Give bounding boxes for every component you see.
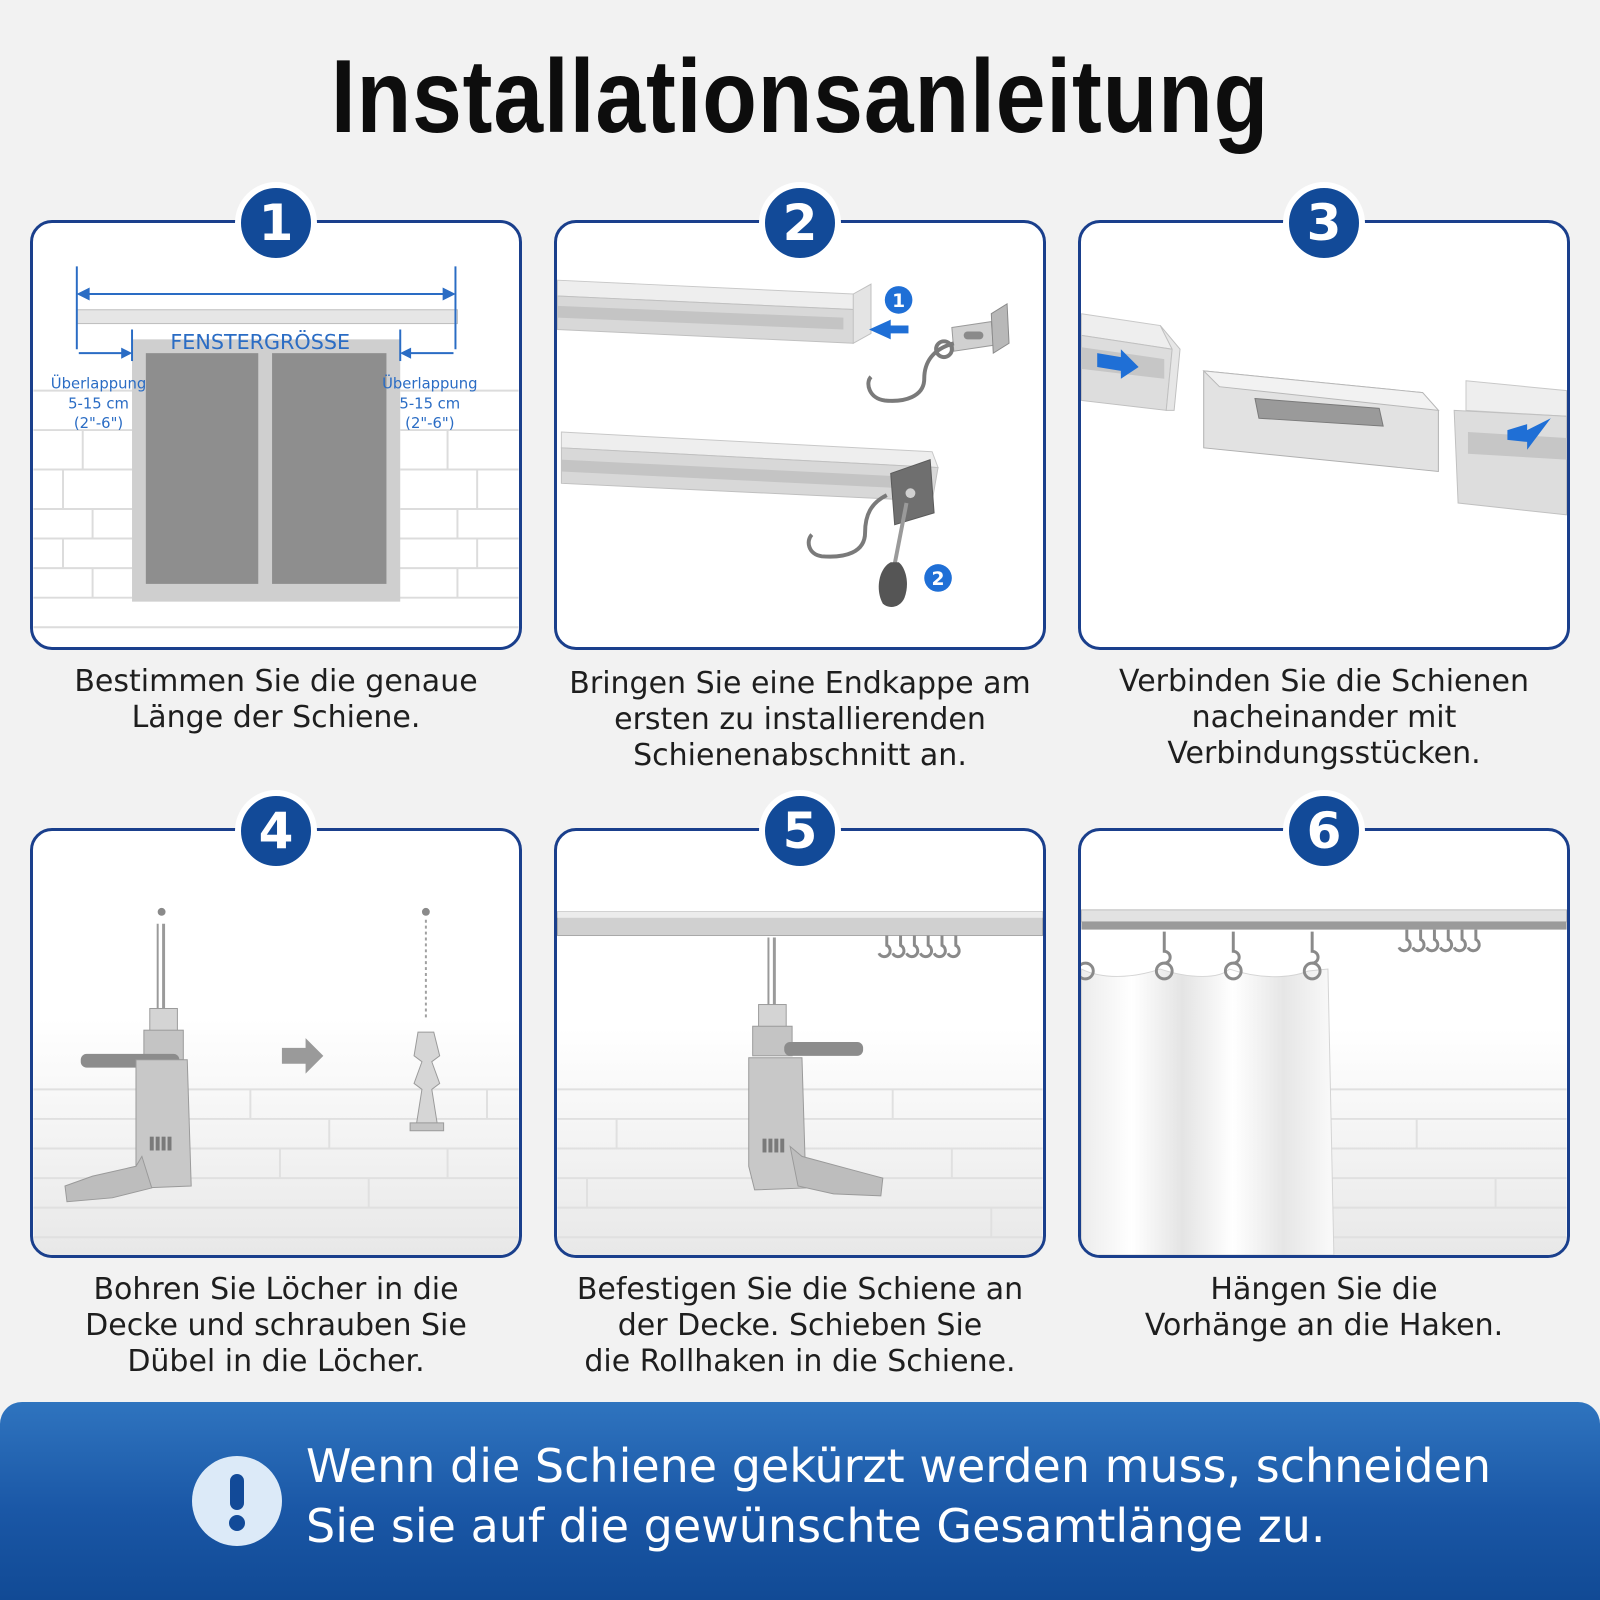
- exclamation-icon: [192, 1456, 282, 1546]
- step-2-caption: Bringen Sie eine Endkappe am ersten zu installierenden Schienenabschnitt an.: [569, 666, 1031, 773]
- step-3-panel: [1078, 220, 1570, 650]
- step-2-illustration: [557, 223, 1043, 647]
- left-overlap-cm: 5-15 cm: [68, 395, 129, 413]
- left-overlap-in: (2"-6"): [73, 415, 124, 433]
- step-2-marker-1: 1: [892, 290, 906, 312]
- step-6-illustration: [1081, 831, 1567, 1255]
- step-1-illustration: [33, 223, 519, 647]
- right-overlap-cm: 5-15 cm: [399, 395, 461, 413]
- step-3-badge: 3: [1283, 182, 1365, 264]
- right-overlap-in: (2"-6"): [405, 415, 455, 433]
- step-6-caption: Hängen Sie die Vorhänge an die Haken.: [1144, 1272, 1504, 1343]
- step-6-panel: [1078, 828, 1570, 1258]
- step-5-caption: Befestigen Sie die Schiene an der Decke. Schieben Sie die Rollhaken in die Schiene.: [576, 1272, 1024, 1379]
- step-3-caption: Verbinden Sie die Schienen nacheinander mit Verbindungsstücken.: [1119, 664, 1529, 771]
- step-5-badge: 5: [759, 790, 841, 872]
- step-2-marker-2: 2: [931, 568, 945, 590]
- step-1-caption: Bestimmen Sie die genaue Länge der Schiene.: [74, 664, 478, 735]
- right-overlap-label: Überlappung: [382, 375, 478, 393]
- step-1-badge: 1: [235, 182, 317, 264]
- step-6-badge: 6: [1283, 790, 1365, 872]
- left-overlap-label: Überlappung: [50, 375, 147, 393]
- page-title: Installationsanleitung: [330, 39, 1270, 155]
- step-4-caption: Bohren Sie Löcher in die Decke und schrauben Sie Dübel in die Löcher.: [85, 1272, 467, 1379]
- step-2-badge: 2: [759, 182, 841, 264]
- step-4-badge: 4: [235, 790, 317, 872]
- warning-text: Wenn die Schiene gekürzt werden muss, schneiden Sie sie auf die gewünschte Gesamtlänge zu.: [306, 1439, 1492, 1553]
- step-5-illustration: [557, 831, 1043, 1255]
- step-4-illustration: [33, 831, 519, 1255]
- step-5-panel: [554, 828, 1046, 1258]
- step-3-illustration: [1081, 223, 1567, 647]
- window-size-label: FENSTERGRÖSSE: [170, 330, 351, 355]
- step-4-panel: [30, 828, 522, 1258]
- step-2-panel: [554, 220, 1046, 650]
- step-1-panel: [30, 220, 522, 650]
